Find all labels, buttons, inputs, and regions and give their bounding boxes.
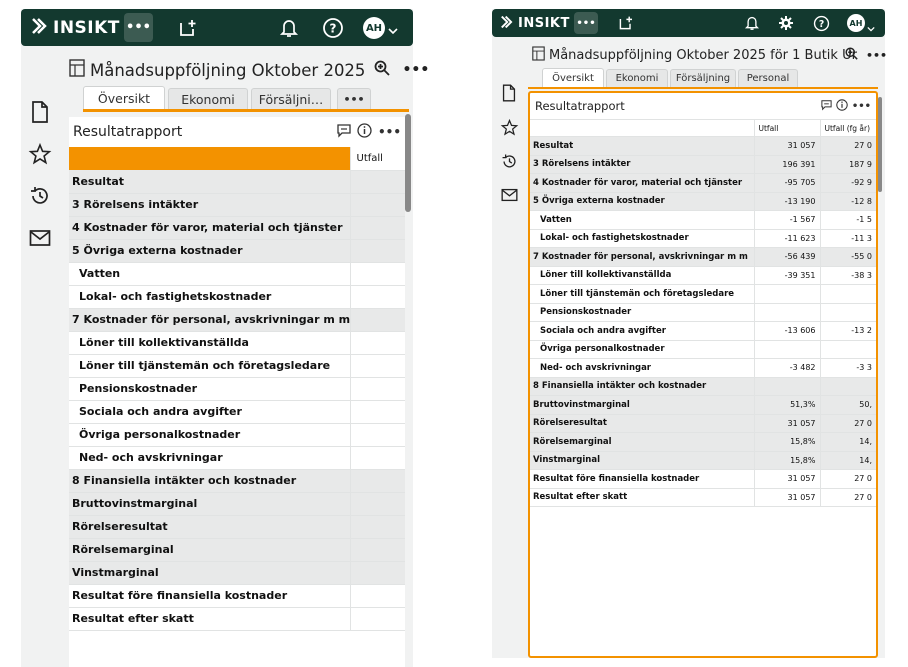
table-row[interactable] bbox=[530, 192, 876, 211]
table-row[interactable] bbox=[530, 229, 876, 248]
gear-icon[interactable] bbox=[777, 14, 795, 32]
row-value-utfall bbox=[350, 262, 405, 285]
row-label: Vatten bbox=[69, 262, 350, 285]
scrollbar-thumb[interactable] bbox=[878, 97, 882, 192]
tab-oversikt[interactable]: Översikt bbox=[83, 86, 165, 110]
row-label: Lokal- och fastighetskostnader bbox=[530, 229, 754, 248]
table-row[interactable] bbox=[530, 248, 876, 267]
logo-mark-icon bbox=[31, 17, 51, 39]
row-value-v2 bbox=[820, 340, 876, 359]
row-value-v2: -55 0 bbox=[820, 248, 876, 267]
row-label: Ned- och avskrivningar bbox=[69, 446, 350, 469]
row-value-v1: -39 351 bbox=[754, 266, 820, 285]
right-sidebar bbox=[492, 83, 526, 205]
table-row[interactable] bbox=[69, 492, 405, 515]
document-icon[interactable] bbox=[502, 83, 516, 103]
row-value-v2: -12 8 bbox=[820, 192, 876, 211]
row-value-v1: 31 057 bbox=[754, 488, 820, 507]
table-row[interactable] bbox=[530, 396, 876, 415]
row-label: 5 Övriga externa kostnader bbox=[69, 239, 350, 262]
row-value-utfall bbox=[350, 446, 405, 469]
top-bar bbox=[21, 9, 413, 46]
row-value-utfall bbox=[350, 377, 405, 400]
row-value-v1 bbox=[754, 340, 820, 359]
row-value-v1: -3 482 bbox=[754, 359, 820, 378]
chevron-down-icon[interactable] bbox=[867, 18, 875, 37]
table-row[interactable] bbox=[69, 239, 405, 262]
row-value-v2: 50, bbox=[820, 396, 876, 415]
row-value-v2: -38 3 bbox=[820, 266, 876, 285]
row-value-v1: -95 705 bbox=[754, 174, 820, 193]
star-icon[interactable] bbox=[501, 117, 518, 137]
document-icon[interactable] bbox=[31, 99, 49, 125]
row-value-utfall bbox=[350, 285, 405, 308]
row-label: Rörelseresultat bbox=[69, 515, 350, 538]
row-label: 4 Kostnader för varor, material och tjänster bbox=[530, 174, 754, 193]
row-value-v1: 15,8% bbox=[754, 433, 820, 452]
row-value-v1: -11 623 bbox=[754, 229, 820, 248]
row-value-v2 bbox=[820, 285, 876, 304]
tab-bar bbox=[542, 68, 798, 87]
row-value-v2 bbox=[820, 303, 876, 322]
mail-icon[interactable] bbox=[501, 185, 518, 205]
star-icon[interactable] bbox=[29, 141, 51, 167]
title-more-button[interactable]: ••• bbox=[402, 62, 430, 78]
row-label: Resultat efter skatt bbox=[530, 488, 754, 507]
row-value-v1: -13 606 bbox=[754, 322, 820, 341]
history-icon[interactable] bbox=[29, 183, 51, 209]
row-value-utfall bbox=[350, 492, 405, 515]
row-label: Resultat bbox=[69, 170, 350, 193]
help-icon[interactable] bbox=[812, 14, 830, 32]
row-value-v2: -11 3 bbox=[820, 229, 876, 248]
info-icon[interactable] bbox=[357, 123, 372, 142]
row-value-v1: 31 057 bbox=[754, 137, 820, 156]
table-header-row bbox=[530, 120, 876, 137]
row-value-v2: 187 9 bbox=[820, 155, 876, 174]
table-row[interactable] bbox=[530, 414, 876, 433]
zoom-icon[interactable] bbox=[374, 60, 390, 80]
row-label: Resultat bbox=[530, 137, 754, 156]
row-label: Pensionskostnader bbox=[530, 303, 754, 322]
row-label: Rörelsemarginal bbox=[530, 433, 754, 452]
user-avatar[interactable]: AH bbox=[363, 17, 385, 39]
logo-text: INSIKT bbox=[53, 17, 120, 38]
column-header-utfall: Utfall bbox=[350, 147, 405, 170]
row-value-v1: 31 057 bbox=[754, 414, 820, 433]
left-app-window bbox=[21, 9, 430, 667]
column-header-utfall-fg-ar: Utfall (fg år) bbox=[820, 120, 876, 137]
row-value-v1 bbox=[754, 303, 820, 322]
table-row[interactable] bbox=[530, 359, 876, 378]
table-row[interactable] bbox=[69, 469, 405, 492]
table-row[interactable] bbox=[69, 515, 405, 538]
insikt-logo[interactable] bbox=[500, 14, 570, 33]
table-row[interactable] bbox=[69, 193, 405, 216]
row-label: 8 Finansiella intäkter och kostnader bbox=[69, 469, 350, 492]
tab-bar bbox=[83, 86, 371, 110]
row-label: 7 Kostnader för personal, avskrivningar m m bbox=[530, 248, 754, 267]
row-label: Resultat före finansiella kostnader bbox=[530, 470, 754, 489]
tab-ekonomi[interactable]: Ekonomi bbox=[606, 69, 668, 87]
row-value-v2: 27 0 bbox=[820, 414, 876, 433]
table-row[interactable] bbox=[69, 446, 405, 469]
table-row[interactable] bbox=[69, 400, 405, 423]
row-value-v2 bbox=[820, 377, 876, 396]
table-row[interactable] bbox=[69, 561, 405, 584]
row-value-utfall bbox=[350, 354, 405, 377]
mail-icon[interactable] bbox=[29, 225, 51, 251]
new-window-icon[interactable] bbox=[617, 14, 635, 32]
row-value-v2: -1 5 bbox=[820, 211, 876, 230]
card-title: Resultatrapport bbox=[73, 124, 183, 140]
row-label: 4 Kostnader för varor, material och tjänster bbox=[69, 216, 350, 239]
row-value-v2: 27 0 bbox=[820, 470, 876, 489]
row-label: Vatten bbox=[530, 211, 754, 230]
table-row[interactable] bbox=[530, 451, 876, 470]
card-title: Resultatrapport bbox=[535, 99, 625, 113]
card-more-button[interactable]: ••• bbox=[377, 125, 401, 139]
resultatrapport-card bbox=[528, 91, 878, 658]
row-value-utfall bbox=[350, 239, 405, 262]
svg-text:?: ? bbox=[818, 18, 824, 30]
chevron-down-icon[interactable] bbox=[388, 21, 398, 40]
row-label: Resultat före finansiella kostnader bbox=[69, 584, 350, 607]
comment-icon[interactable] bbox=[337, 124, 351, 141]
tab-underline bbox=[83, 109, 409, 112]
row-value-utfall bbox=[350, 561, 405, 584]
scrollbar-thumb[interactable] bbox=[405, 114, 411, 212]
row-label: Löner till tjänstemän och företagsledare bbox=[530, 285, 754, 304]
row-label: Löner till kollektivanställda bbox=[69, 331, 350, 354]
table-row[interactable] bbox=[69, 377, 405, 400]
help-icon[interactable] bbox=[321, 16, 345, 40]
row-value-utfall bbox=[350, 170, 405, 193]
logo-text: INSIKT bbox=[518, 15, 570, 31]
result-table bbox=[530, 119, 876, 507]
bell-icon[interactable] bbox=[278, 17, 300, 39]
table-row[interactable] bbox=[69, 354, 405, 377]
table-row[interactable] bbox=[69, 216, 405, 239]
row-value-utfall bbox=[350, 400, 405, 423]
table-row[interactable] bbox=[530, 174, 876, 193]
row-value-utfall bbox=[350, 216, 405, 239]
table-row[interactable] bbox=[530, 488, 876, 507]
history-icon[interactable] bbox=[501, 151, 518, 171]
more-menu-button[interactable]: ••• bbox=[124, 13, 153, 42]
row-label: Ned- och avskrivningar bbox=[530, 359, 754, 378]
top-bar bbox=[492, 9, 885, 37]
tab-more[interactable]: ••• bbox=[337, 88, 371, 110]
row-label: Löner till tjänstemän och företagsledare bbox=[69, 354, 350, 377]
row-value-v1: -1 567 bbox=[754, 211, 820, 230]
row-value-utfall bbox=[350, 607, 405, 630]
new-window-icon[interactable] bbox=[177, 17, 199, 39]
row-label: Rörelseresultat bbox=[530, 414, 754, 433]
tab-forsaljning[interactable]: Försäljning bbox=[670, 69, 736, 87]
right-app-window bbox=[492, 9, 888, 658]
row-value-v2: -13 2 bbox=[820, 322, 876, 341]
table-row[interactable] bbox=[69, 262, 405, 285]
info-icon[interactable] bbox=[836, 99, 848, 114]
insikt-logo[interactable] bbox=[31, 17, 120, 39]
row-value-v2: 27 0 bbox=[820, 137, 876, 156]
table-row[interactable] bbox=[69, 285, 405, 308]
tab-forsaljning[interactable]: Försäljni… bbox=[251, 88, 331, 110]
card-header bbox=[69, 117, 405, 147]
row-label: Bruttovinstmarginal bbox=[69, 492, 350, 515]
row-value-utfall bbox=[350, 538, 405, 561]
row-value-utfall bbox=[350, 308, 405, 331]
table-row[interactable] bbox=[69, 423, 405, 446]
row-label: 3 Rörelsens intäkter bbox=[530, 155, 754, 174]
title-more-button[interactable]: ••• bbox=[866, 49, 888, 62]
left-sidebar bbox=[21, 99, 59, 251]
row-value-v1: -13 190 bbox=[754, 192, 820, 211]
table-row[interactable] bbox=[530, 340, 876, 359]
result-table bbox=[69, 147, 405, 631]
table-row[interactable] bbox=[69, 308, 405, 331]
row-label: Övriga personalkostnader bbox=[530, 340, 754, 359]
page-title: Månadsuppföljning Oktober 2025 bbox=[90, 60, 366, 80]
table-row[interactable] bbox=[530, 433, 876, 452]
svg-text:?: ? bbox=[329, 21, 337, 36]
more-menu-button[interactable]: ••• bbox=[574, 12, 598, 34]
report-icon bbox=[532, 46, 545, 65]
row-label: Vinstmarginal bbox=[69, 561, 350, 584]
row-label: Rörelsemarginal bbox=[69, 538, 350, 561]
row-label: 8 Finansiella intäkter och kostnader bbox=[530, 377, 754, 396]
row-label: Resultat efter skatt bbox=[69, 607, 350, 630]
row-label: Bruttovinstmarginal bbox=[530, 396, 754, 415]
table-row[interactable] bbox=[530, 322, 876, 341]
logo-mark-icon bbox=[500, 14, 516, 33]
tab-ekonomi[interactable]: Ekonomi bbox=[168, 88, 248, 110]
row-value-v1: 15,8% bbox=[754, 451, 820, 470]
row-value-v2: 14, bbox=[820, 433, 876, 452]
table-row[interactable] bbox=[69, 538, 405, 561]
table-row[interactable] bbox=[530, 137, 876, 156]
page-title: Månadsuppföljning Oktober 2025 för 1 Butik Ur bbox=[549, 48, 857, 63]
table-row[interactable] bbox=[530, 211, 876, 230]
tab-oversikt[interactable]: Översikt bbox=[542, 68, 604, 87]
row-label: Löner till kollektivanställda bbox=[530, 266, 754, 285]
table-row[interactable] bbox=[69, 584, 405, 607]
bell-icon[interactable] bbox=[743, 14, 761, 32]
row-label: Vinstmarginal bbox=[530, 451, 754, 470]
table-row[interactable] bbox=[530, 303, 876, 322]
row-value-v1: 51,3% bbox=[754, 396, 820, 415]
page-title-row bbox=[532, 46, 887, 65]
row-value-utfall bbox=[350, 515, 405, 538]
table-row[interactable] bbox=[530, 285, 876, 304]
row-value-utfall bbox=[350, 423, 405, 446]
table-row[interactable] bbox=[530, 470, 876, 489]
table-row[interactable] bbox=[69, 170, 405, 193]
page-title-row bbox=[69, 59, 429, 81]
row-label: Sociala och andra avgifter bbox=[530, 322, 754, 341]
row-label: 7 Kostnader för personal, avskrivningar m m bbox=[69, 308, 350, 331]
table-row[interactable] bbox=[530, 155, 876, 174]
table-row[interactable] bbox=[69, 607, 405, 630]
row-value-v2: 14, bbox=[820, 451, 876, 470]
header-label-cell bbox=[69, 147, 350, 170]
row-value-v1: -56 439 bbox=[754, 248, 820, 267]
table-row[interactable] bbox=[530, 266, 876, 285]
resultatrapport-card bbox=[69, 117, 405, 667]
header-label-cell bbox=[530, 120, 754, 137]
row-value-v2: -92 9 bbox=[820, 174, 876, 193]
row-value-v1: 196 391 bbox=[754, 155, 820, 174]
comment-icon[interactable] bbox=[821, 99, 832, 113]
card-header bbox=[530, 93, 876, 119]
table-row[interactable] bbox=[69, 331, 405, 354]
row-value-v1 bbox=[754, 377, 820, 396]
table-header-row bbox=[69, 147, 405, 170]
table-row[interactable] bbox=[530, 377, 876, 396]
user-avatar[interactable]: AH bbox=[847, 14, 865, 32]
row-value-v2: -3 3 bbox=[820, 359, 876, 378]
row-label: Pensionskostnader bbox=[69, 377, 350, 400]
row-value-utfall bbox=[350, 331, 405, 354]
row-value-utfall bbox=[350, 584, 405, 607]
row-value-v1: 31 057 bbox=[754, 470, 820, 489]
row-value-utfall bbox=[350, 193, 405, 216]
row-label: 5 Övriga externa kostnader bbox=[530, 192, 754, 211]
tab-underline bbox=[528, 87, 878, 89]
report-icon bbox=[69, 59, 85, 81]
tab-personal[interactable]: Personal bbox=[738, 69, 798, 87]
row-value-v1 bbox=[754, 285, 820, 304]
row-value-utfall bbox=[350, 469, 405, 492]
row-label: Sociala och andra avgifter bbox=[69, 400, 350, 423]
row-label: Lokal- och fastighetskostnader bbox=[69, 285, 350, 308]
row-label: Övriga personalkostnader bbox=[69, 423, 350, 446]
zoom-icon[interactable] bbox=[845, 47, 858, 64]
row-label: 3 Rörelsens intäkter bbox=[69, 193, 350, 216]
card-more-button[interactable]: ••• bbox=[851, 100, 871, 112]
column-header-utfall: Utfall bbox=[754, 120, 820, 137]
row-value-v2: 27 0 bbox=[820, 488, 876, 507]
